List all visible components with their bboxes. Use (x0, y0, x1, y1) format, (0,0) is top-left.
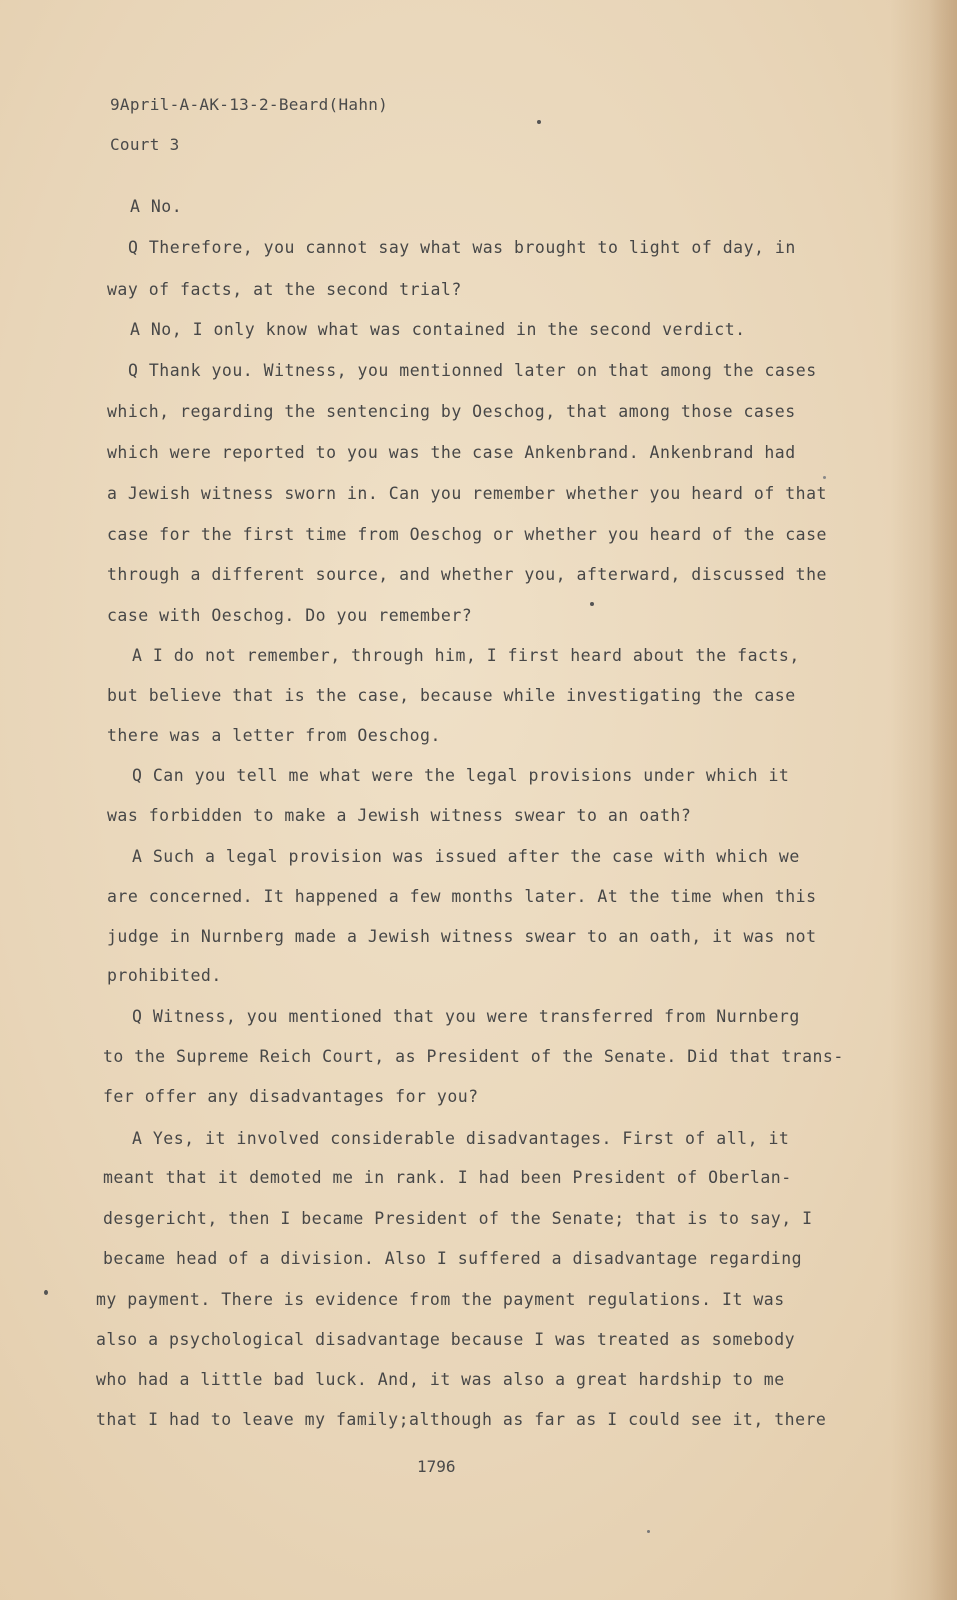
transcript-line: fer offer any disadvantages for you? (103, 1087, 479, 1106)
document-reference: 9April-A-AK-13-2-Beard(Hahn) (110, 95, 389, 114)
transcript-line: through a different source, and whether you, afterward, discussed the (107, 565, 827, 584)
transcript-line: also a psychological disadvantage because I was treated as somebody (96, 1330, 796, 1349)
transcript-line: A No. (130, 197, 183, 216)
paper-speck (647, 1530, 650, 1533)
transcript-line: which were reported to you was the case Ankenbrand. Ankenbrand had (107, 443, 796, 462)
transcript-line: judge in Nurnberg made a Jewish witness swear to an oath, it was not (107, 927, 817, 946)
transcript-line: A I do not remember, through him, I first heard about the facts, (132, 646, 800, 665)
transcript-line: there was a letter from Oeschog. (107, 726, 441, 745)
paper-speck (44, 1290, 48, 1295)
transcript-line: A Such a legal provision was issued after the case with which we (132, 847, 800, 866)
transcript-line: A Yes, it involved considerable disadvantages. First of all, it (132, 1129, 790, 1148)
transcript-line: a Jewish witness sworn in. Can you remember whether you heard of that (107, 484, 827, 503)
transcript-line: Q Witness, you mentioned that you were transferred from Nurnberg (132, 1007, 800, 1026)
transcript-line: but believe that is the case, because while investigating the case (107, 686, 796, 705)
transcript-line: was forbidden to make a Jewish witness swear to an oath? (107, 806, 692, 825)
paper-speck (823, 476, 826, 479)
transcript-line: became head of a division. Also I suffered a disadvantage regarding (103, 1249, 803, 1268)
transcript-line: my payment. There is evidence from the payment regulations. It was (96, 1290, 785, 1309)
transcript-line: are concerned. It happened a few months later. At the time when this (107, 887, 817, 906)
transcript-line: to the Supreme Reich Court, as President of the Senate. Did that trans- (103, 1047, 844, 1066)
transcript-line: Q Can you tell me what were the legal provisions under which it (132, 766, 790, 785)
transcript-line: Q Thank you. Witness, you mentionned later on that among the cases (128, 361, 817, 380)
transcript-line: prohibited. (107, 966, 222, 985)
transcript-line: Q Therefore, you cannot say what was brought to light of day, in (128, 238, 796, 257)
page-edge-shadow (929, 0, 957, 1600)
transcript-line: case with Oeschog. Do you remember? (107, 606, 473, 625)
transcript-line: A No, I only know what was contained in the second verdict. (130, 320, 746, 339)
paper-speck (537, 120, 541, 124)
transcript-line: which, regarding the sentencing by Oeschog, that among those cases (107, 402, 796, 421)
transcript-line: that I had to leave my family;although as far as I could see it, there (96, 1410, 827, 1429)
transcript-line: case for the first time from Oeschog or whether you heard of the case (107, 525, 827, 544)
transcript-line: way of facts, at the second trial? (107, 280, 462, 299)
transcript-line: meant that it demoted me in rank. I had been President of Oberlan- (103, 1168, 792, 1187)
paper-speck (590, 602, 594, 606)
transcript-line: desgericht, then I became President of the Senate; that is to say, I (103, 1209, 813, 1228)
page-number: 1796 (417, 1457, 456, 1476)
transcript-line: who had a little bad luck. And, it was also a great hardship to me (96, 1370, 785, 1389)
court-label: Court 3 (110, 135, 180, 154)
